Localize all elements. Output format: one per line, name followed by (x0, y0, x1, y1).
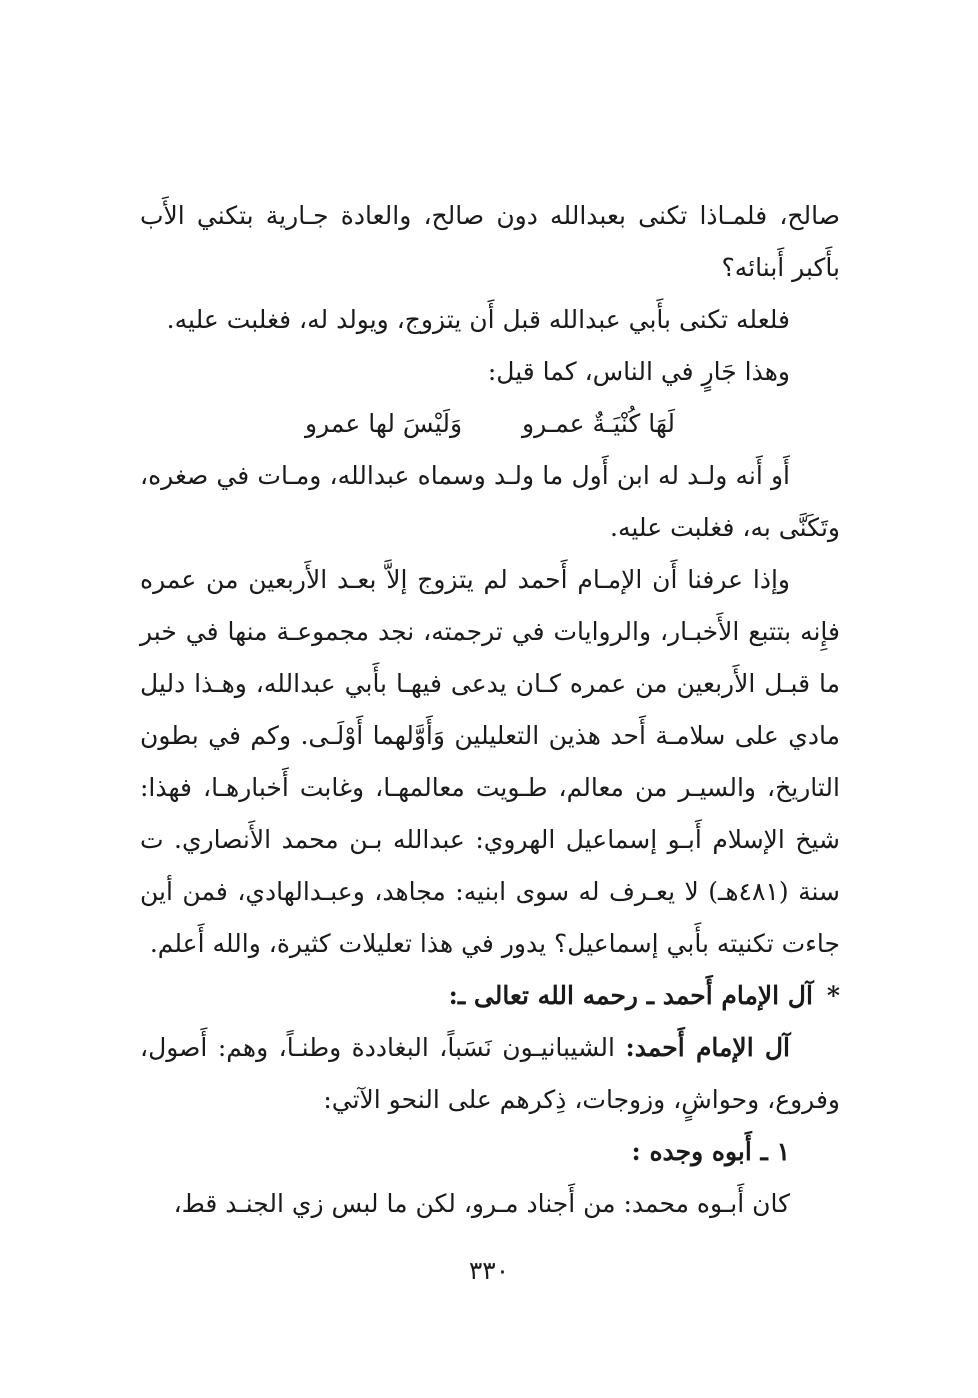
section-heading-text: آل الإمام أَحمد ـ رحمه الله تعالى ـ: (448, 981, 813, 1010)
verse-second-hemistich: وَلَيْسَ لها عمرو (305, 409, 463, 438)
body-text (140, 190, 840, 1230)
section-heading (140, 970, 840, 1022)
subheading: ١ ـ أَبوه وجده : (631, 1137, 790, 1166)
paragraph-1: صالح، فلمـاذا تكنى بعبدالله دون صالح، والعادة جـارية بتكني الأَب بأَكبر أَبنائه؟ (140, 201, 840, 282)
paragraph-6-text: الشيبانيـون نَسَباً، البغاددة وطنـاً، وهم: أَصول، وفروع، وحواشٍ، وزوجات، ذِكرهم على النحو الآتي: (140, 1033, 840, 1114)
paragraph-5: وإذا عرفنا أَن الإمـام أَحمد لم يتزوج إلاَّ بعـد الأَربعين من عمره فإِنه بتتبع الأَخبـار، والروايات في ترجمته، نجد مجموعـة منها في خبر ما قبـل الأَربعين من عمره كـان يدعى فيهـا بأَبي عبدالله، وهـذا دليل مادي على سلامـة أَحد هذين التعليلين وَأَوَّلهما أَوْلَـى. وكم في بطون التاريخ، والسيـر من معالم، طـويت معالمهـا، وغابت أَخبارهـا، فهذا: شيخ الإسلام أَبـو إسماعيل الهروي: عبدالله بـن محمد الأَنصاري. ت سنة (٤٨١هـ) لا يعـرف له سوى ابنيه: مجاهد، وعبـدالهادي، فمن أين جاءت تكنيته بأَبي إسماعيل؟ يدور في هذا تعليلات كثيرة، والله أَعلم. (140, 565, 840, 958)
paragraph-3: وهذا جَارٍ في الناس، كما قيل: (487, 357, 790, 386)
poetry-verse (140, 398, 840, 450)
page-number: ٣٣٠ (468, 1256, 510, 1285)
verse-first-hemistich: لَهَا كُنْيَـةٌ عمـرو (522, 409, 675, 438)
paragraph-7: كان أَبـوه محمد: من أَجناد مـرو، لكن ما لبس زي الجنـد قط، (173, 1189, 790, 1218)
paragraph-2: فلعله تكنى بأَبي عبدالله قبل أَن يتزوج، ويولد له، فغلبت عليه. (166, 305, 790, 334)
paragraph-6-lead: آل الإمام أَحمد: (625, 1033, 791, 1062)
paragraph-6 (140, 1022, 840, 1126)
paragraph-4: أَو أَنه ولـد له ابن أَول ما ولـد وسماه عبدالله، ومـات في صغره، وتَكَنَّى به، فغلبت عليه. (140, 461, 840, 542)
star-marker: * (826, 981, 840, 1010)
